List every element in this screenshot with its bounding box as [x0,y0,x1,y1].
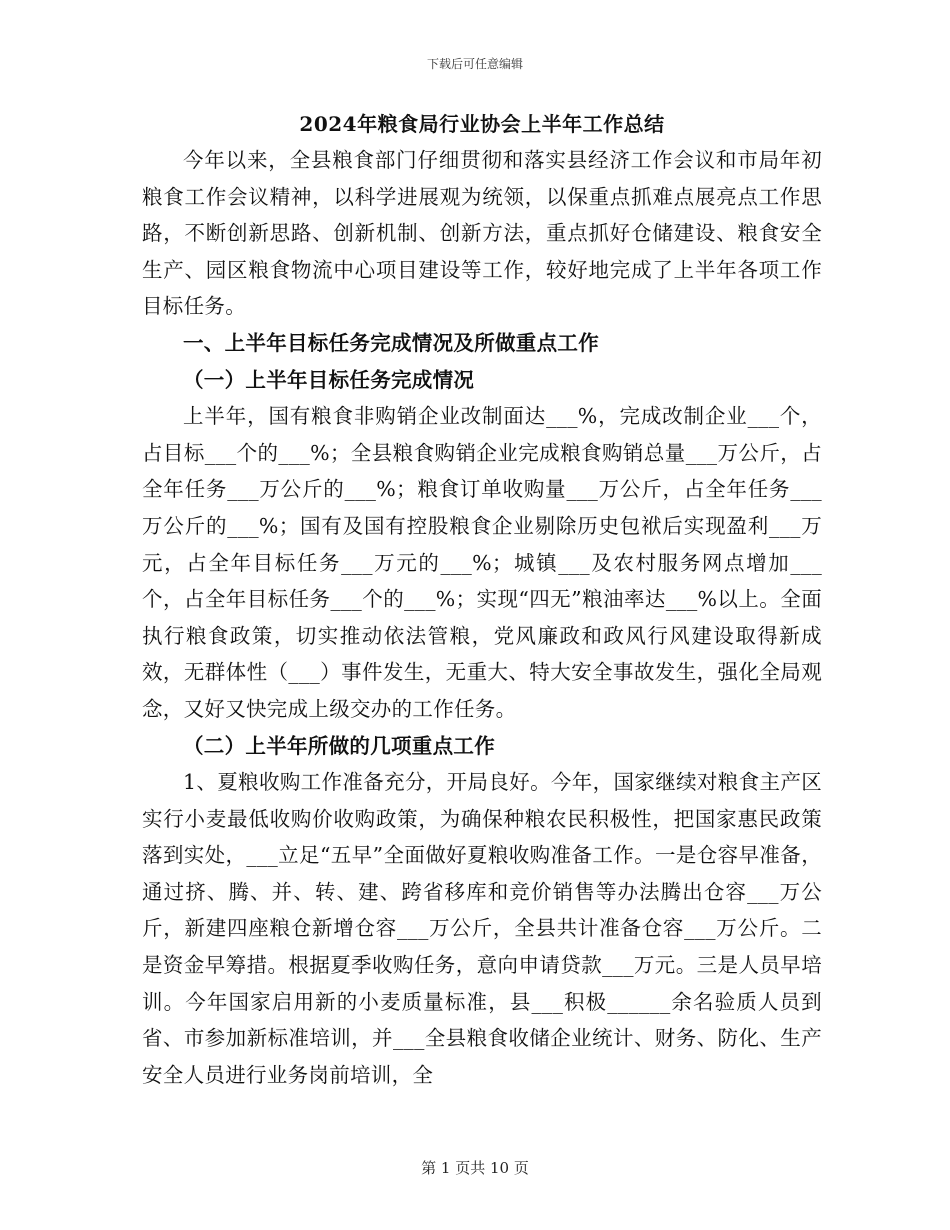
intro-paragraph: 今年以来，全县粮食部门仔细贯彻和落实县经济工作会议和市局年初粮食工作会议精神，以科学进展观为统领，以保重点抓难点展亮点工作思路，不断创新思路、创新机制、创新方法，重点抓好仓储建设、粮食安全生产、园区粮食物流中心项目建设等工作，较好地完成了上半年各项工作目标任务。 [142,148,822,319]
download-note: 下载后可任意编辑 [426,57,523,71]
document-body [142,112,822,1093]
page-number: 第 1 页共 10 页 [421,1159,529,1177]
subsection-1-paragraph: 上半年，国有粮食非购销企业改制面达___%，完成改制企业___个，占目标___个的___%；全县粮食购销企业完成粮食购销总量___万公斤，占全年任务___万公斤的___%；粮食订单收购量___万公斤，占全年任务___万公斤的___%；国有及国有控股粮食企业剔除历史包袱后实现盈利___万元，占全年目标任务___万元的___%；城镇___及农村服务网点增加___个，占全年目标任务___个的___%；实现“四无”粮油率达___%以上。全面执行粮食政策，切实推动依法管粮，党风廉政和政风行风建设取得新成效，无群体性（___）事件发生，无重大、特大安全事故发生，强化全局观念，又好又快完成上级交办的工作任务。 [142,404,822,721]
subsection-2-heading: （二）上半年所做的几项重点工作 [183,733,495,758]
document-title: 2024年粮食局行业协会上半年工作总结 [299,112,665,136]
subsection-2-paragraph: 1、夏粮收购工作准备充分，开局良好。今年，国家继续对粮食主产区实行小麦最低收购价收购政策，为确保种粮农民积极性，把国家惠民政策落到实处，___立足“五早”全面做好夏粮收购准备工作。一是仓容早准备，通过挤、腾、并、转、建、跨省移库和竞价销售等办法腾出仓容___万公斤，新建四座粮仓新增仓容___万公斤，全县共计准备仓容___万公斤。二是资金早筹措。根据夏季收购任务，意向申请贷款___万元。三是人员早培训。今年国家启用新的小麦质量标准，县___积极______余名验质人员到省、市参加新标准培训，并___全县粮食收储企业统计、财务、防化、生产安全人员进行业务岗前培训，全 [142,770,822,1087]
subsection-1-heading: （一）上半年目标任务完成情况 [183,367,475,392]
section-1-heading: 一、上半年目标任务完成情况及所做重点工作 [183,330,599,355]
